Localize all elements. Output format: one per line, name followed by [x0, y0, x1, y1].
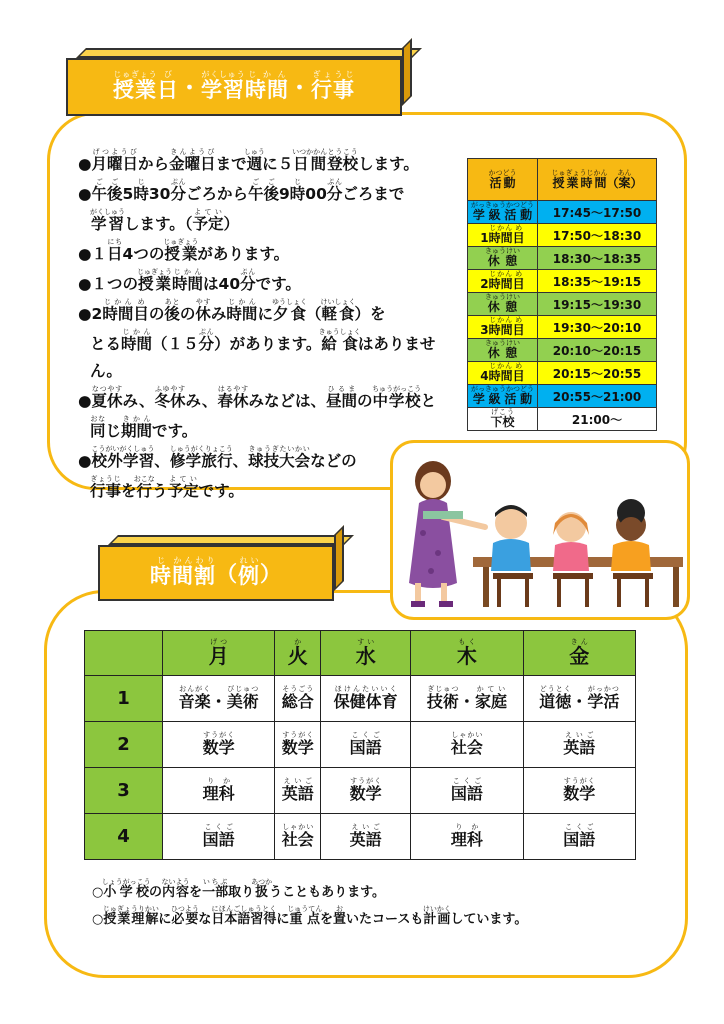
schedule-header: 授業時間じゅぎょうじかん（案あん）	[538, 159, 657, 201]
period-number: 2	[85, 722, 163, 768]
section2-title: 時じ 間かん 割わり （ 例れい ）	[150, 556, 282, 588]
subject-cell: 数学すうがく	[163, 722, 275, 768]
activity-cell: 休憩きゅうけい	[468, 293, 538, 316]
note-line: ●校外学習こうがいがくしゅう、修学旅行しゅうがくりょこう、球技大会きゅうぎたいかいなどの	[78, 445, 357, 470]
note-line: ●夏休なつやすみ、冬休ふゆやすみ、春休はるやすみなどは、昼間ひるまの中学校ちゅうがっこうと	[78, 385, 437, 410]
subject-cell: 音楽おんがく・美術びじゅつ	[163, 676, 275, 722]
timetable-row	[85, 768, 636, 814]
subject-cell: 技術ぎじゅつ・家庭かてい	[411, 676, 523, 722]
activity-cell: 休憩きゅうけい	[468, 339, 538, 362]
activity-cell: 2時間じかん目め	[468, 270, 538, 293]
time-cell: 20:15～20:55	[538, 362, 657, 385]
schedule-row	[468, 362, 657, 385]
footnotes	[92, 878, 527, 932]
day-header: 金きん	[523, 631, 635, 676]
subject-cell: 保健体育ほけんたいいく	[321, 676, 411, 722]
schedule-row	[468, 339, 657, 362]
corner-cell	[85, 631, 163, 676]
teacher-students-image	[393, 443, 690, 620]
note-line: 行事ぎょうじを行おこなう予定よていです。	[90, 475, 244, 500]
section2-banner	[98, 545, 334, 601]
time-cell: 17:50～18:30	[538, 224, 657, 247]
activity-cell: 下校げこう	[468, 408, 538, 431]
note-line: ●午後ごご5時じ30分ぷんごろから午後ごご9時じ00分ぷんごろまで	[78, 178, 405, 203]
subject-cell: 理科りか	[163, 768, 275, 814]
schedule-row	[468, 316, 657, 339]
timetable-row	[85, 722, 636, 768]
subject-cell: 英語えいご	[275, 768, 321, 814]
classroom-illustration	[390, 440, 690, 620]
day-header: 木もく	[411, 631, 523, 676]
note-line: 学習がくしゅうします。（予定よてい）	[90, 208, 240, 233]
day-header: 水すい	[321, 631, 411, 676]
section1-title: 授業じゅぎょう 日び ・ 学習がくしゅう 時間じかん ・ 行事ぎょうじ	[113, 70, 355, 102]
schedule-row	[468, 293, 657, 316]
subject-cell: 数学すうがく	[275, 722, 321, 768]
subject-cell: 英語えいご	[523, 722, 635, 768]
activity-cell: 4時間じかん目め	[468, 362, 538, 385]
note-line: ●月曜日げつようびから金曜日きんようびまで週しゅうに５日間いつかかん登校とうこうします。	[78, 148, 419, 173]
note-line: ●１日にち4つの授業じゅぎょうがあります。	[78, 238, 290, 263]
time-cell: 19:30～20:10	[538, 316, 657, 339]
day-header: 火か	[275, 631, 321, 676]
note-line: 同おなじ期間きかんです。	[90, 415, 198, 440]
schedule-row	[468, 408, 657, 431]
activity-cell: 1時間じかん目め	[468, 224, 538, 247]
timetable	[84, 630, 636, 860]
day-header: 月げつ	[163, 631, 275, 676]
subject-cell: 国語こくご	[321, 722, 411, 768]
activity-cell: 3時間じかん目め	[468, 316, 538, 339]
schedule-header: 活動かつどう	[468, 159, 538, 201]
schedule-row	[468, 270, 657, 293]
subject-cell: 国語こくご	[411, 768, 523, 814]
time-cell: 17:45～17:50	[538, 201, 657, 224]
time-cell: 19:15～19:30	[538, 293, 657, 316]
subject-cell: 道徳どうとく・学活がっかつ	[523, 676, 635, 722]
schedule-row	[468, 385, 657, 408]
period-number: 1	[85, 676, 163, 722]
subject-cell: 国語こくご	[163, 814, 275, 860]
timetable-row	[85, 676, 636, 722]
time-cell: 18:35～19:15	[538, 270, 657, 293]
time-cell: 20:10～20:15	[538, 339, 657, 362]
note-line: ●１つの授業じゅぎょう時間じかんは40分ぷんです。	[78, 268, 301, 293]
schedule-table	[467, 158, 657, 431]
time-cell: 21:00～	[538, 408, 657, 431]
schedule-row	[468, 201, 657, 224]
subject-cell: 総合そうごう	[275, 676, 321, 722]
activity-cell: 学級活動がっきゅうかつどう	[468, 201, 538, 224]
activity-cell: 休憩きゅうけい	[468, 247, 538, 270]
subject-cell: 社会しゃかい	[275, 814, 321, 860]
subject-cell: 英語えいご	[321, 814, 411, 860]
note-line: ●2時間じかん目めの後あとの休やすみ時間じかんに夕食ゆうしょく（軽食けいしょく）を	[78, 298, 386, 323]
subject-cell: 数学すうがく	[523, 768, 635, 814]
section1-banner	[66, 58, 402, 116]
subject-cell: 理科りか	[411, 814, 523, 860]
period-number: 3	[85, 768, 163, 814]
activity-cell: 学級活動がっきゅうかつどう	[468, 385, 538, 408]
schedule-row	[468, 247, 657, 270]
footnote-line: ○小学校しょうがっこうの内容ないようを一部いちぶ取り扱あつかうこともあります。	[92, 878, 386, 900]
time-cell: 20:55～21:00	[538, 385, 657, 408]
time-cell: 18:30～18:35	[538, 247, 657, 270]
footnote-line: ○授業理解じゅぎょうりかいに必要ひつような日本語習得にほんごしゅうとくに重点じゅうてんを置おいたコースも計画けいかくしています。	[92, 905, 528, 927]
schedule-row	[468, 224, 657, 247]
period-number: 4	[85, 814, 163, 860]
note-line: とる時間じかん（１５分ぷん）があります。給食きゅうしょくはありません。	[90, 328, 436, 380]
subject-cell: 社会しゃかい	[411, 722, 523, 768]
timetable-row	[85, 814, 636, 860]
subject-cell: 国語こくご	[523, 814, 635, 860]
subject-cell: 数学すうがく	[321, 768, 411, 814]
